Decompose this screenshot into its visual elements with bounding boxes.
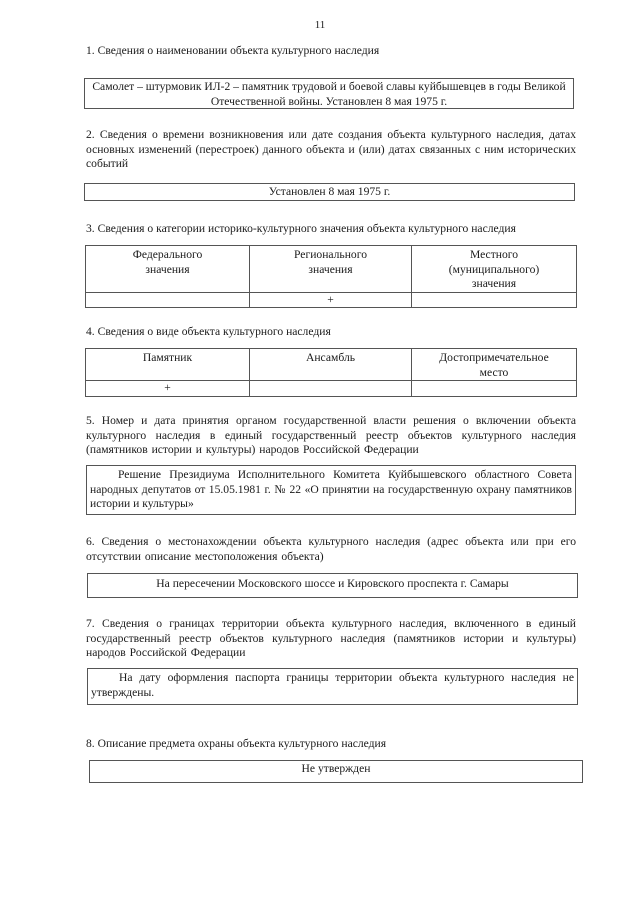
- header-line: Местного: [469, 248, 519, 261]
- header-line: значения: [145, 262, 190, 276]
- section-5-value-box: Решение Президиума Исполнительного Комитета Куйбышевского областного Совета народных депутатов от 15.05.1981 г. № 22 «О принятии на государственную охрану памятников истории и культуры»: [86, 465, 576, 515]
- section-8-value-box: Не утвержден: [89, 760, 583, 783]
- header-line: Достопримечательное: [439, 351, 549, 364]
- category-header-local: [412, 246, 577, 293]
- type-table: [85, 348, 577, 397]
- section-2-value-box: Установлен 8 мая 1975 г.: [84, 183, 575, 201]
- header-line: значения: [471, 277, 517, 290]
- section-1-heading: 1. Сведения о наименовании объекта культурного наследия: [86, 44, 380, 57]
- section-4-heading: 4. Сведения о виде объекта культурного наследия: [86, 325, 331, 338]
- section-8-heading: 8. Описание предмета охраны объекта культурного наследия: [86, 737, 387, 750]
- type-mark-landmark: [412, 381, 577, 397]
- category-mark-local: [412, 292, 577, 308]
- section-7-heading: 7. Сведения о границах территории объекта культурного наследия, включенного в единый государственный реестр объектов культурного наследия (памятников истории и культуры) народов Российской Федерации: [86, 617, 576, 659]
- section-3-heading: 3. Сведения о категории историко-культурного значения объекта культурного наследия: [86, 222, 516, 235]
- header-line: Федерального: [132, 248, 203, 261]
- header-line: Ансамбль: [305, 351, 356, 364]
- category-header-regional: [250, 246, 412, 293]
- header-line: Регионального: [294, 248, 367, 261]
- category-table-mark-row: [86, 292, 577, 308]
- type-mark-monument: +: [86, 381, 250, 397]
- section-1-value-box: [84, 78, 574, 109]
- type-header-ensemble: [250, 349, 412, 381]
- header-line: Памятник: [142, 351, 193, 364]
- type-table-header-row: [86, 349, 577, 381]
- section-1-value-line1: Самолет – штурмовик ИЛ-2 – памятник трудовой и боевой славы куйбышевцев в годы Великой: [92, 80, 566, 93]
- category-table: [85, 245, 577, 308]
- category-header-federal: [86, 246, 250, 293]
- type-header-monument: [86, 349, 250, 381]
- type-mark-ensemble: [250, 381, 412, 397]
- header-line: место: [479, 365, 509, 379]
- section-1-value-line2: Отечественной войны. Установлен 8 мая 1975 г.: [210, 94, 448, 108]
- section-6-value-box: На пересечении Московского шоссе и Кировского проспекта г. Самары: [87, 573, 578, 598]
- type-table-mark-row: [86, 381, 577, 397]
- type-header-landmark: [412, 349, 577, 381]
- category-mark-regional: +: [250, 292, 412, 308]
- category-mark-federal: [86, 292, 250, 308]
- section-7-value-box: На дату оформления паспорта границы территории объекта культурного наследия не утверждены.: [87, 668, 578, 705]
- header-line: (муниципального): [448, 262, 540, 276]
- page-number: 11: [314, 19, 326, 31]
- header-line: значения: [308, 262, 353, 276]
- section-6-heading: 6. Сведения о местонахождении объекта культурного наследия (адрес объекта или при его отсутствии описание местоположения объекта): [86, 535, 576, 563]
- section-2-heading: 2. Сведения о времени возникновения или дате создания объекта культурного наследия, датах основных изменений (перестроек) данного объекта и (или) датах связанных с ним исторических событий: [86, 128, 576, 170]
- section-5-heading: 5. Номер и дата принятия органом государственной власти решения о включении объекта культурного наследия в единый государственный реестр объектов культурного наследия (памятников истории и культуры) народов Российской Федерации: [86, 414, 576, 456]
- category-table-header-row: [86, 246, 577, 293]
